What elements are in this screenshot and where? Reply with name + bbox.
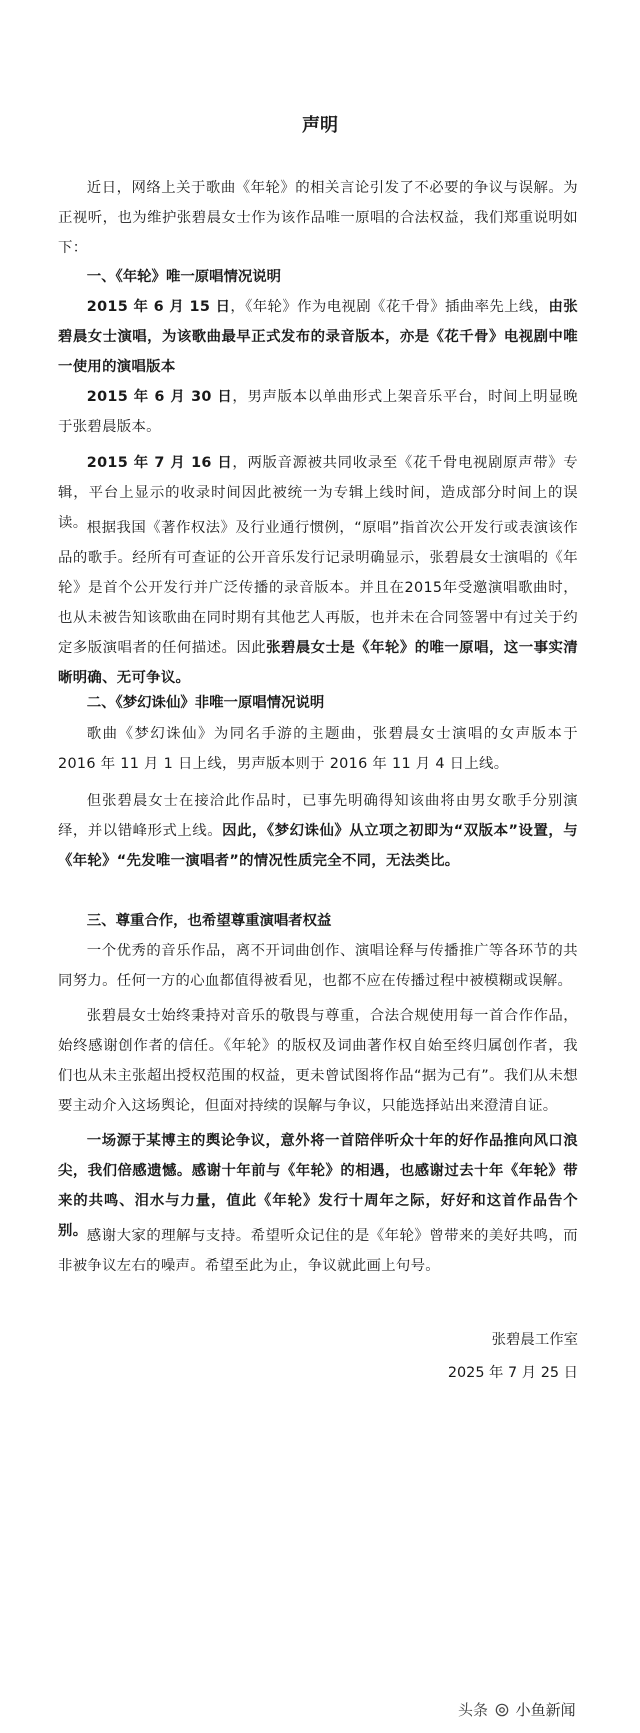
section3-paragraph-3: 一场源于某博主的舆论争议，意外将一首陪伴听众十年的好作品推向风口浪尖，我们倍感遗憾。感谢十年前与《年轮》的相遇，也感谢过去十年《年轮》带来的共鸣、泪水与力量，值此《年轮》发行十周年之际，好好和这首作品告个别。 <box>58 1133 578 1239</box>
body-text: ，两版音源被共同收录至《花千骨电视剧原声带》专辑，平台上显示的收录时间因此被统一为专辑上线时间，造成部分时间上的误读。 <box>58 455 578 531</box>
date-text: 2015 年 6 月 30 日 <box>86 389 233 405</box>
signature-org: 张碧晨工作室 <box>491 1332 578 1348</box>
section2-paragraph-2 <box>58 786 578 876</box>
signature-date: 2025 年 7 月 25 日 <box>447 1365 578 1381</box>
bold-text: 张碧晨女士是《年轮》的唯一原唱，这一事实清晰明确、无可争议。 <box>58 640 579 686</box>
body-text: 但张碧晨女士在接洽此作品时，已事先明确得知该曲将由男女歌手分别演绎，并以错峰形式上线。 <box>58 793 578 839</box>
document-title: 声明 <box>302 115 338 136</box>
section2-heading: 二、《梦幻诛仙》非唯一原唱情况说明 <box>86 695 325 711</box>
bold-text: 由张碧晨女士演唱，为该歌曲最早正式发布的录音版本，亦是《花千骨》电视剧中唯一使用的演唱版本 <box>58 299 578 375</box>
watermark-prefix: 头条 <box>458 1701 489 1719</box>
body-text: ，《年轮》作为电视剧《花千骨》插曲率先上线， <box>230 299 549 315</box>
intro-paragraph: 近日，网络上关于歌曲《年轮》的相关言论引发了不必要的争议与误解。为正视听，也为维护张碧晨女士作为该作品唯一原唱的合法权益，我们郑重说明如下： <box>58 180 578 256</box>
body-text: ，男声版本以单曲形式上架音乐平台，时间上明显晚于张碧晨版本。 <box>58 389 578 435</box>
section1-paragraph-2 <box>58 382 578 442</box>
section2-paragraph-1: 歌曲《梦幻诛仙》为同名手游的主题曲，张碧晨女士演唱的女声版本于 2016 年 11 月 1 日上线，男声版本则于 2016 年 11 月 4 日上线。 <box>58 726 578 772</box>
section1-paragraph-4 <box>58 513 578 693</box>
body-text: 根据我国《著作权法》及行业通行惯例，“原唱”指首次公开发行或表演该作品的歌手。经所有可查证的公开音乐发行记录明确显示，张碧晨女士演唱的《年轮》是首个公开发行并广泛传播的录音版本。并且在2015年受邀演唱歌曲时，也从未被告知该歌曲在同时期有其他艺人再版，也并未在合同签署中有过关于约定多版演唱者的任何描述。因此 <box>58 520 578 656</box>
section3-paragraph-2: 张碧晨女士始终秉持对音乐的敬畏与尊重，合法合规使用每一首合作作品，始终感谢创作者的信任。《年轮》的版权及词曲著作权自始至终归属创作者，我们也从未主张超出授权范围的权益，更未曾试图将作品“据为己有”。我们从未想要主动介入这场舆论，但面对持续的误解与争议，只能选择站出来澄清自证。 <box>58 1008 578 1114</box>
section3-heading: 三、尊重合作，也希望尊重演唱者权益 <box>86 913 332 929</box>
date-text: 2015 年 6 月 15 日 <box>86 299 231 315</box>
bold-text: 因此，《梦幻诛仙》从立项之初即为“双版本”设置，与《年轮》“先发唯一演唱者”的情况性质完全不同，无法类比。 <box>58 823 578 869</box>
section3-paragraph-1: 一个优秀的音乐作品，离不开词曲创作、演唱诠释与传播推广等各环节的共同努力。任何一方的心血都值得被看见，也都不应在传播过程中被模糊或误解。 <box>58 943 578 989</box>
watermark-brand: 小鱼新闻 <box>515 1701 576 1719</box>
date-text: 2015 年 7 月 16 日 <box>86 455 233 471</box>
section1-heading: 一、《年轮》唯一原唱情况说明 <box>86 269 282 285</box>
section3-paragraph-4: 感谢大家的理解与支持。希望听众记住的是《年轮》曾带来的美好共鸣，而非被争议左右的噪声。希望至此为止，争议就此画上句号。 <box>58 1228 578 1274</box>
at-icon <box>495 1703 509 1717</box>
watermark <box>458 1700 576 1720</box>
section1-paragraph-1 <box>58 292 578 382</box>
